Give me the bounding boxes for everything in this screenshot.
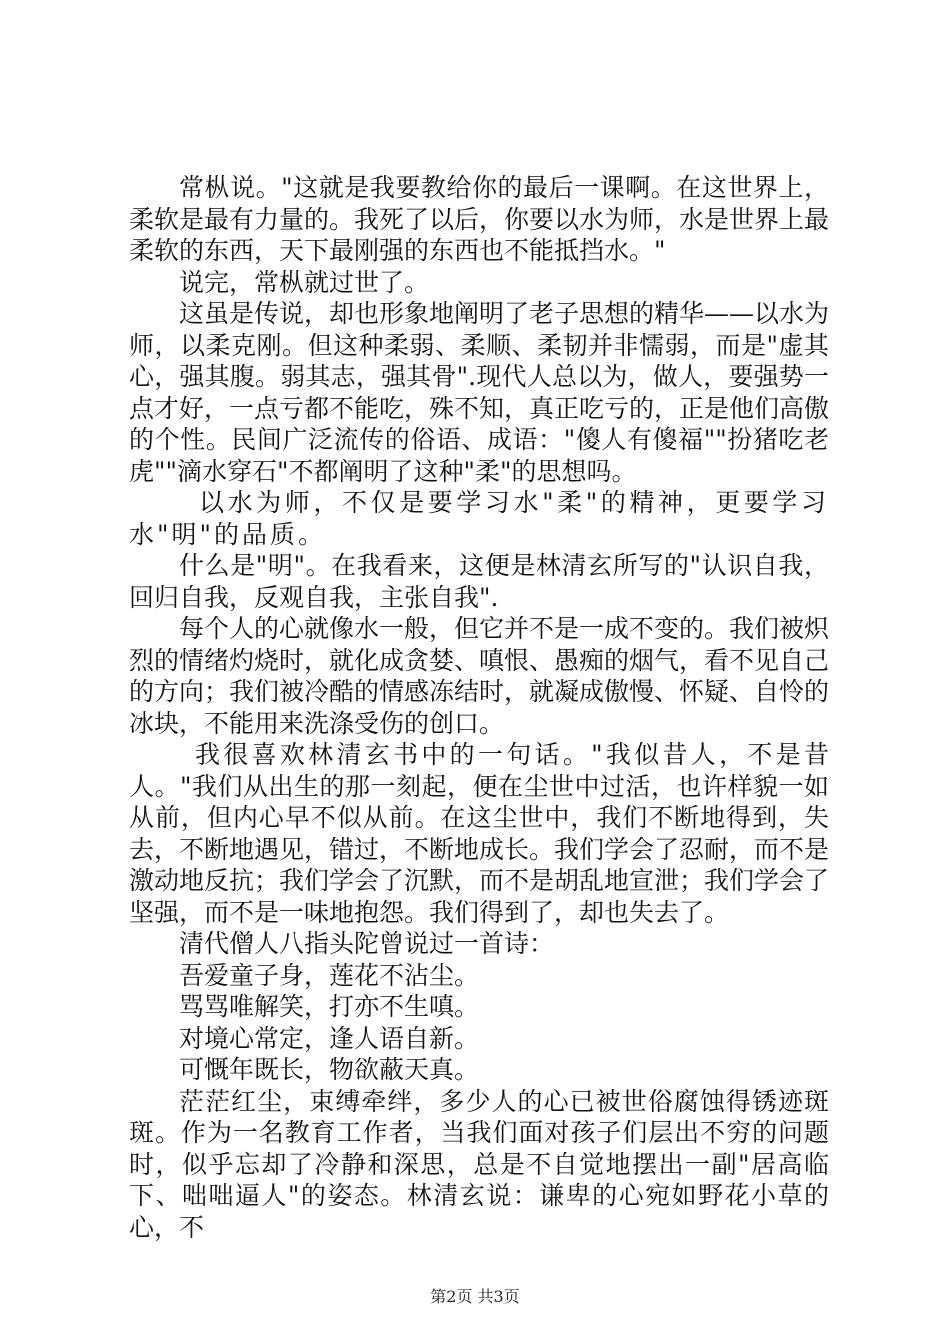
- paragraph: 说完，常枞就过世了。: [179, 267, 430, 297]
- poem-line: 骂骂唯解笑，打亦不生嗔。: [179, 992, 480, 1021]
- poem-line: 可慨年既长，物欲蔽天真。: [179, 1055, 480, 1084]
- poem-line: 对境心常定，逢人语自新。: [179, 1023, 480, 1053]
- paragraph: 我很喜欢林清玄书中的一句话。"我似昔人，不是昔人。"我们从出生的那一刻起，便在尘世中过活，也许样貌一如从前，但内心早不似从前。在这尘世中，我们不断地得到，失去，不断地遇见，错过，不断地成长。我们学会了忍耐，而不是激动地反抗；我们学会了沉默，而不是胡乱地宣泄；我们学会了坚强，而不是一味地抱怨。我们得到了，却也失去了。: [129, 740, 830, 927]
- paragraph: 什么是"明"。在我看来，这便是林清玄所写的"认识自我，回归自我，反观自我，主张自我".: [129, 551, 829, 612]
- paragraph: 常枞说。"这就是我要教给你的最后一课啊。在这世界上，柔软是最有力量的。我死了以后，你要以水为师，水是世界上最柔软的东西，天下最刚强的东西也不能抵挡水。": [129, 173, 830, 265]
- body-text: [129, 172, 829, 1243]
- paragraph: 以水为师，不仅是要学习水"柔"的精神，更要学习水"明"的品质。: [129, 488, 829, 549]
- page-footer: 第2页 共3页: [430, 1287, 520, 1306]
- paragraph: 每个人的心就像水一般，但它并不是一成不变的。我们被炽烈的情绪灼烧时，就化成贪婪、嗔恨、愚痴的烟气，看不见自己的方向；我们被冷酷的情感冻结时，就凝成傲慢、怀疑、自怜的冰块，不能用来洗涤受伤的创口。: [129, 614, 830, 738]
- paragraph: 清代僧人八指头陀曾说过一首诗：: [179, 929, 555, 958]
- paragraph: 茫茫红尘，束缚牵绊，多少人的心已被世俗腐蚀得锈迹斑斑。作为一名教育工作者，当我们面对孩子们层出不穷的问题时，似乎忘却了冷静和深思，总是不自觉地摆出一副"居高临下、咄咄逼人"的姿态。林清玄说：谦卑的心宛如野花小草的心，不: [129, 1086, 829, 1242]
- poem-line: 吾爱童子身，莲花不沾尘。: [179, 960, 480, 990]
- paragraph: 这虽是传说，却也形象地阐明了老子思想的精华——以水为师，以柔克刚。但这种柔弱、柔顺、柔韧并非懦弱，而是"虚其心，强其腹。弱其志，强其骨".现代人总以为，做人，要强势一点才好，一点亏都不能吃，殊不知，真正吃亏的，正是他们高傲的个性。民间广泛流传的俗语、成语："傻人有傻福""扮猪吃老虎""滴水穿石"不都阐明了这种"柔"的思想吗。: [129, 299, 830, 486]
